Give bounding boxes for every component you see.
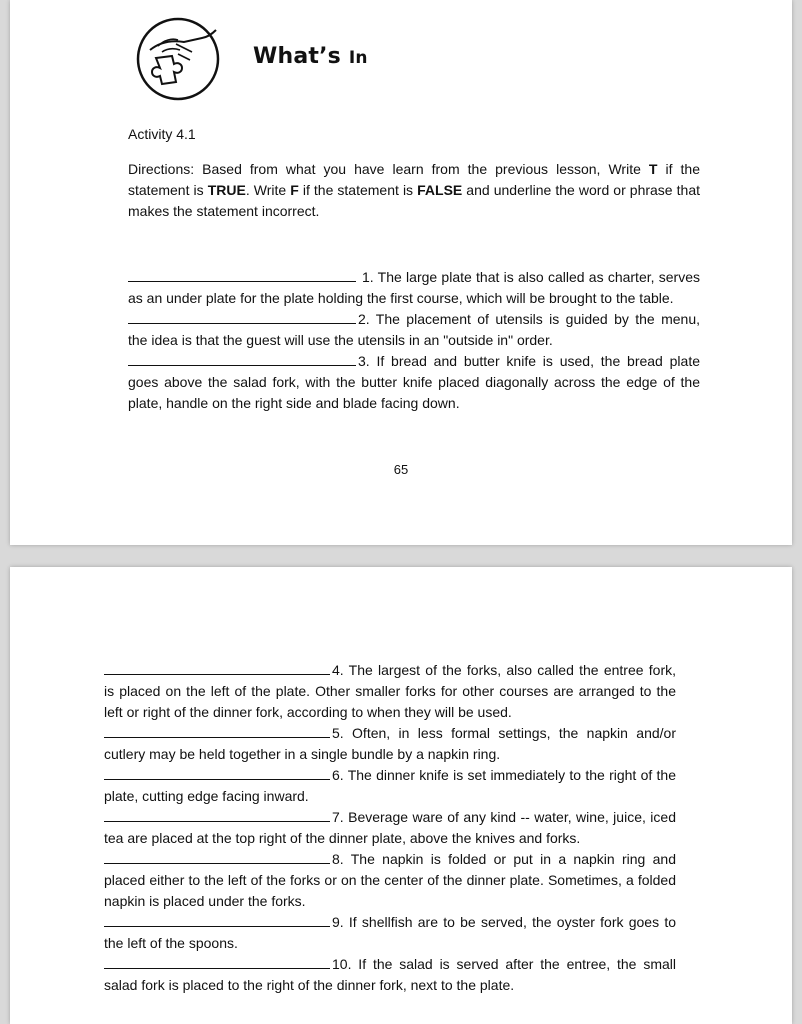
question-text-5: 5. Often, in less formal settings, the napkin and/or cutlery may be held together in a single bundle by a napkin ring.: [104, 725, 676, 762]
directions-text-1: Directions: Based from what you have learn from the previous lesson, Write: [128, 161, 649, 177]
question-item-5: [104, 723, 676, 765]
section-heading: [253, 44, 368, 69]
question-text-3: 3. If bread and butter knife is used, the bread plate goes above the salad fork, with the butter knife placed diagonally across the edge of the plate, handle on the right side and blade facing down.: [128, 353, 700, 411]
question-text-10: 10. If the salad is served after the entree, the small salad fork is placed to the right of the dinner fork, next to the plate.: [104, 956, 676, 993]
directions-t: T: [648, 161, 658, 177]
question-list-page-2: [104, 660, 676, 996]
page-number: 65: [393, 462, 409, 477]
answer-blank-3[interactable]: [128, 351, 356, 366]
question-text-8: 8. The napkin is folded or put in a napkin ring and placed either to the left of the forks or on the center of the dinner plate. Sometimes, a folded napkin is placed under the forks.: [104, 851, 676, 909]
directions-false: FALSE: [417, 182, 463, 198]
answer-blank-2[interactable]: [128, 309, 356, 324]
question-item-10: [104, 954, 676, 996]
question-text-7: 7. Beverage ware of any kind -- water, wine, juice, iced tea are placed at the top right of the dinner plate, above the knives and forks.: [104, 809, 676, 846]
directions-true: TRUE: [207, 182, 246, 198]
answer-blank-5[interactable]: [104, 723, 330, 738]
directions-paragraph: [128, 159, 700, 222]
question-text-2: 2. The placement of utensils is guided by the menu, the idea is that the guest will use the utensils in an "outside in" order.: [128, 311, 700, 348]
question-item-4: [104, 660, 676, 723]
directions-text-3: . Write: [245, 182, 291, 198]
answer-blank-10[interactable]: [104, 954, 330, 969]
question-item-1: [128, 267, 700, 309]
question-item-7: [104, 807, 676, 849]
question-item-8: [104, 849, 676, 912]
answer-blank-8[interactable]: [104, 849, 330, 864]
question-text-4: 4. The largest of the forks, also called the entree fork, is placed on the left of the plate. Other smaller forks for other courses are arranged to the left or right of the dinner fork, according to when they will be used.: [104, 662, 676, 720]
worksheet-page-2: [10, 567, 792, 1024]
hand-puzzle-icon: [132, 16, 230, 102]
question-item-6: [104, 765, 676, 807]
directions-text-2: if the statement is: [128, 161, 700, 198]
question-item-3: [128, 351, 700, 414]
question-text-6: 6. The dinner knife is set immediately to the right of the plate, cutting edge facing inward.: [104, 767, 676, 804]
heading-main: What’s: [253, 44, 341, 69]
answer-blank-9[interactable]: [104, 912, 330, 927]
directions-f: F: [290, 182, 299, 198]
question-item-2: [128, 309, 700, 351]
question-text-1: 1. The large plate that is also called as charter, serves as an under plate for the plate holding the first course, which will be brought to the table.: [128, 269, 700, 306]
activity-label: Activity 4.1: [128, 126, 196, 142]
question-text-9: 9. If shellfish are to be served, the oyster fork goes to the left of the spoons.: [104, 914, 676, 951]
answer-blank-1[interactable]: [128, 267, 356, 282]
answer-blank-7[interactable]: [104, 807, 330, 822]
directions-text-5: and underline the word or phrase that makes the statement incorrect.: [128, 182, 700, 219]
question-item-9: [104, 912, 676, 954]
worksheet-page-1: [10, 0, 792, 545]
heading-in: In: [348, 48, 368, 68]
directions-text-4: if the statement is: [298, 182, 418, 198]
question-list-page-1: [128, 267, 700, 414]
answer-blank-6[interactable]: [104, 765, 330, 780]
answer-blank-4[interactable]: [104, 660, 330, 675]
